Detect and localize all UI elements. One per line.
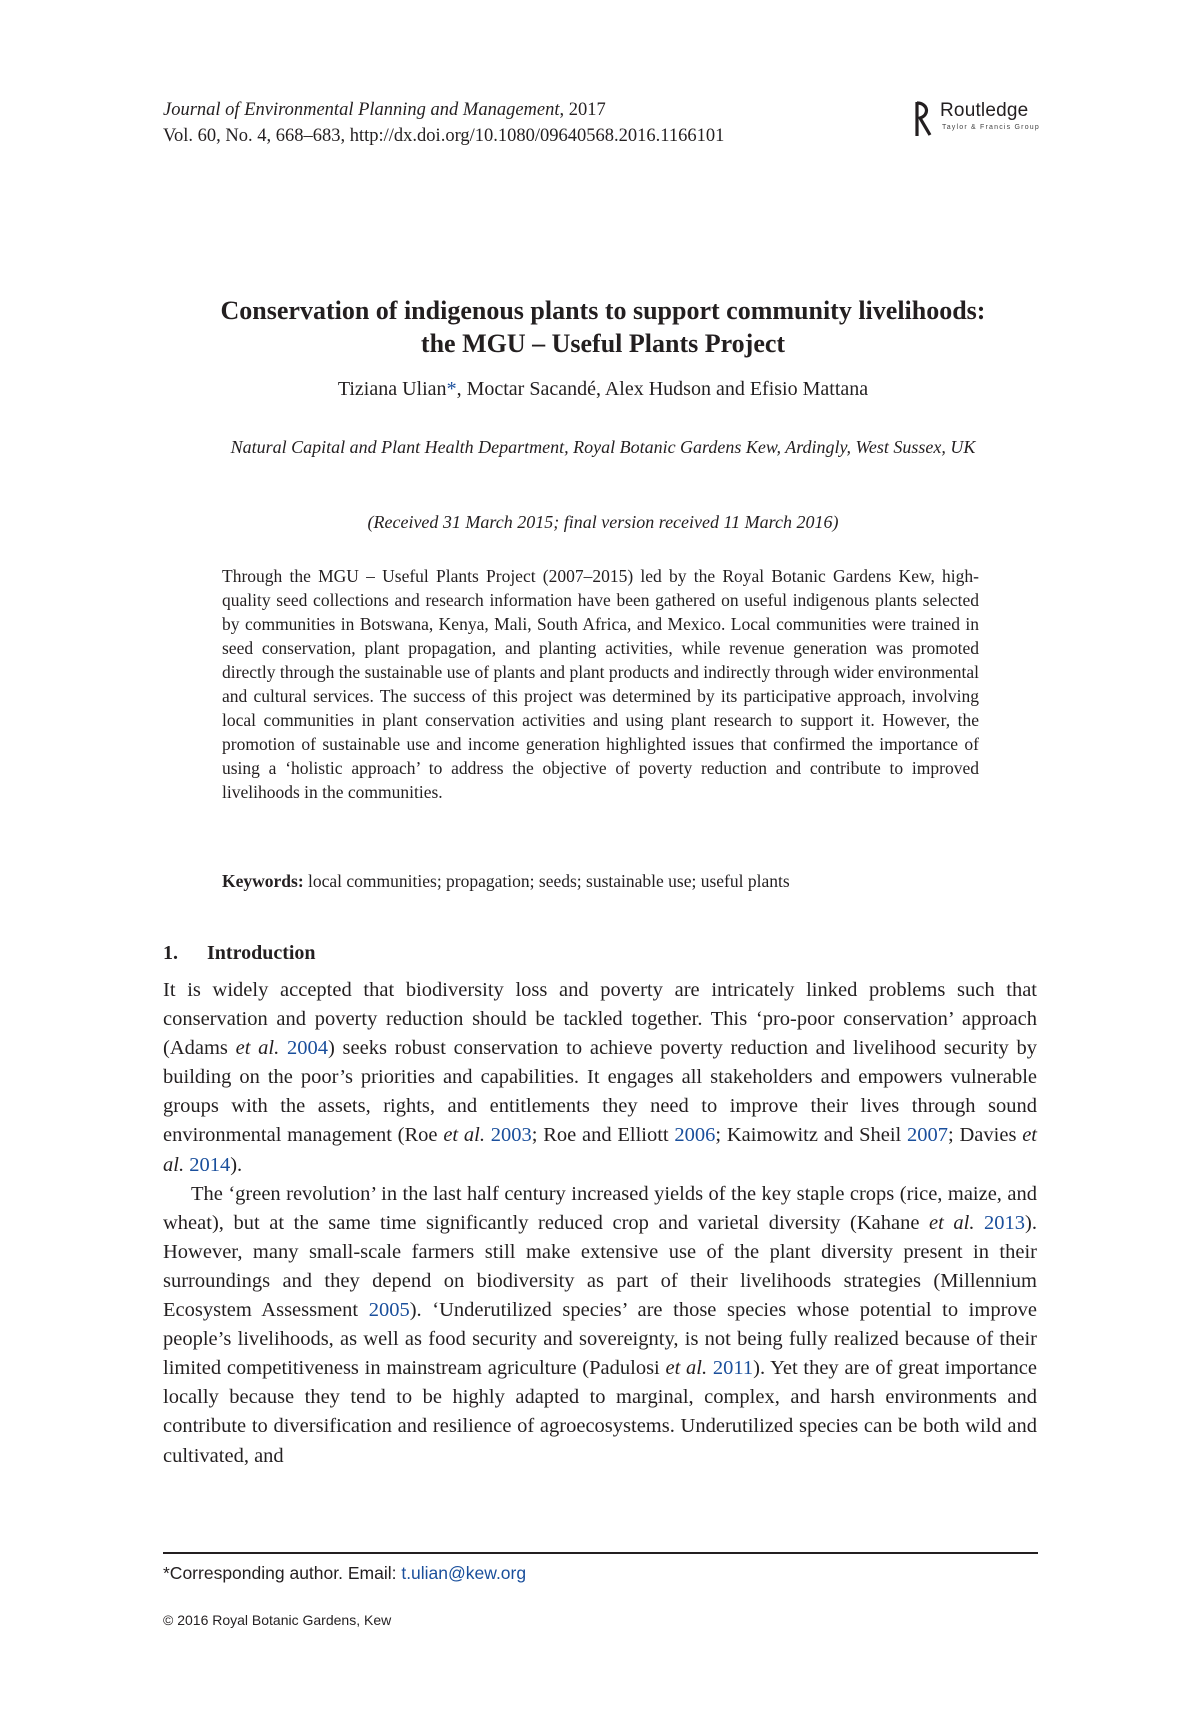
citation-link[interactable]: 2003 [490,1124,532,1147]
journal-year: , 2017 [559,100,606,120]
et-al: et al. [929,1211,975,1234]
received-dates: (Received 31 March 2015; final version received 11 March 2016) [367,512,839,532]
text-run: ). However, many small-scale farmers still make extensive use of the plant diversity present in their surroundings and they depend on biodiversity as part of their livelihoods strategies (Millennium Ecosystem Assessment [163,1211,1037,1322]
keywords-label: Keywords: [222,871,304,891]
routledge-logo-icon [914,100,934,138]
et-al: et al. [163,1124,1037,1176]
text-run: ) seeks robust conservation to achieve poverty reduction and livelihood security by building on the poor’s priorities and capabilities. It engages all stakeholders and empowers vulnerable groups with the assets, rights, and entitlements they need to improve their lives through sound environmental management (Roe [163,1037,1038,1147]
journal-name: Journal of Environmental Planning and Management [163,100,560,120]
text-run: ; Kaimowitz and Sheil [715,1124,908,1147]
publisher-tagline: Taylor & Francis Group [942,124,1040,131]
publisher-name: Routledge [940,100,1029,121]
body-text [163,976,1037,1471]
citation-link[interactable]: 2007 [907,1124,949,1147]
text-run: ; Davies [948,1124,1023,1147]
text-run: ). ‘Underutilized species’ are those species whose potential to improve people’s livelihoods, as well as food security and sovereignty, is not being fully realized because of their limited competitiveness in mainstream agriculture (Padulosi [163,1299,1037,1380]
text-run: ). Yet they are of great importance locally because they tend to be highly adapted to marginal, complex, and harsh environments and contribute to diversification and resilience of agroecosystems. Underutilized species can be both wild and cultivated, and [163,1357,1037,1467]
section-heading [163,942,316,965]
paragraph-1 [163,976,1037,1180]
text-run: The ‘green revolution’ in the last half century increased yields of the key staple crops (rice, maize, and wheat), but at the same time significantly reduced crop and varietal diversity (Kahane [163,1182,1037,1234]
footnote-text: *Corresponding author. Email: [163,1563,402,1583]
author-affiliation: Natural Capital and Plant Health Department, Royal Botanic Gardens Kew, Ardingly, West Sussex, UK [230,437,976,457]
et-al: et al. [235,1037,280,1060]
journal-citation: Vol. 60, No. 4, 668–683, http://dx.doi.org/10.1080/09640568.2016.1166101 [163,126,725,146]
keywords-list: local communities; propagation; seeds; sustainable use; useful plants [303,871,790,891]
et-al: et al. [665,1357,708,1380]
co-authors: , Moctar Sacandé, Alex Hudson and Efisio Mattana [456,378,869,400]
article-title [163,294,1043,360]
et-al: et al. [443,1124,485,1147]
text-run: ; Roe and Elliott [531,1124,675,1147]
citation-link[interactable]: 2005 [368,1299,410,1322]
author-list [163,378,1043,401]
text-run: It is widely accepted that biodiversity loss and poverty are intricately linked problems such that conservation and poverty reduction should be tackled together. This ‘pro-poor conservation’ approach (Adams [163,979,1037,1060]
paragraph-2 [163,1180,1037,1471]
corresponding-author-footnote [163,1563,526,1584]
keywords [222,871,982,892]
corresponding-author-mark[interactable]: * [446,378,457,400]
citation-link[interactable]: 2014 [189,1153,231,1176]
citation-link[interactable]: 2013 [984,1211,1026,1234]
section-title: Introduction [207,942,316,964]
citation-link[interactable]: 2006 [674,1124,716,1147]
publisher-logo [914,100,1044,140]
citation-link[interactable]: 2004 [287,1037,328,1060]
abstract: Through the MGU – Useful Plants Project (2007–2015) led by the Royal Botanic Gardens Kew, high-quality seed collections and research information have been gathered on useful indigenous plants selected by communities in Botswana, Kenya, Mali, South Africa, and Mexico. Local communities were trained in seed conservation, plant propagation, and planting activities, while revenue generation was promoted directly through the sustainable use of plants and plant products and indirectly through wider environmental and cultural services. The success of this project was determined by its participative approach, involving local communities in plant conservation activities and using plant research to support it. However, the promotion of sustainable use and income generation highlighted issues that confirmed the importance of using a ‘holistic approach’ to address the objective of poverty reduction and contribute to improved livelihoods in the communities. [222,566,979,802]
author-name: Tiziana Ulian [337,378,447,400]
text-run [974,1212,984,1234]
citation-link[interactable]: 2011 [712,1357,754,1380]
journal-title-line [163,97,724,123]
email-link[interactable]: t.ulian@kew.org [401,1563,527,1583]
text-run: ). [230,1153,243,1176]
article-title-line-2: the MGU – Useful Plants Project [420,329,786,358]
journal-header [163,97,724,149]
footnote-divider [163,1552,1038,1554]
section-number: 1. [163,942,178,964]
text-run [279,1037,287,1059]
article-title-line-1: Conservation of indigenous plants to support community livelihoods: [220,296,986,325]
copyright-notice: © 2016 Royal Botanic Gardens, Kew [163,1612,392,1628]
